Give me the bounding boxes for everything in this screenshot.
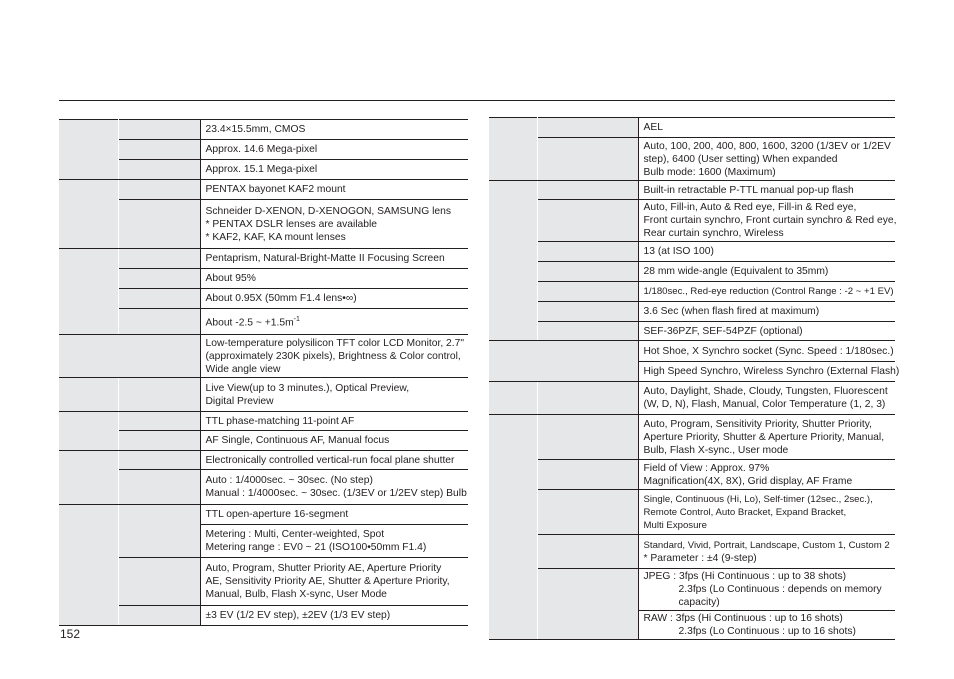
spec-value: TTL phase-matching 11-point AF	[200, 412, 468, 431]
subcategory-cell	[537, 322, 638, 341]
spec-value: Auto, Daylight, Shade, Cloudy, Tungsten, Fluorescent (W, D, N), Flash, Manual, Color Temperature (1, 2, 3)	[638, 382, 895, 415]
spec-value: Approx. 15.1 Mega-pixel	[200, 160, 468, 180]
category-cell	[59, 120, 118, 180]
spec-value: Live View(up to 3 minutes.), Optical Preview, Digital Preview	[200, 378, 468, 412]
page-number: 152	[60, 627, 81, 641]
subcategory-cell	[118, 160, 200, 180]
category-cell	[489, 181, 537, 341]
spec-value: JPEG : 3fps (Hi Continuous : up to 38 shots) 2.3fps (Lo Continuous : depends on memory capacity)	[638, 569, 895, 611]
subcategory-cell	[537, 282, 638, 302]
spec-value: Auto, Program, Shutter Priority AE, Aperture Priority AE, Sensitivity Priority AE, Shutter & Aperture Priority, Manual, Bulb, Flash X-sync, User Mode	[200, 558, 468, 606]
spec-value: 13 (at ISO 100)	[638, 242, 895, 262]
spec-value: RAW : 3fps (Hi Continuous : up to 16 shots) 2.3fps (Lo Continuous : up to 16 shots)	[638, 611, 895, 640]
subcategory-cell	[118, 505, 200, 558]
category-cell	[489, 415, 537, 640]
subcategory-cell	[118, 180, 200, 200]
subcategory-cell	[118, 378, 200, 412]
subcategory-cell	[537, 118, 638, 138]
spec-value: Electronically controlled vertical-run focal plane shutter	[200, 451, 468, 470]
subcategory-cell	[118, 140, 200, 160]
spec-table-left	[59, 119, 468, 626]
spec-value: Approx. 14.6 Mega-pixel	[200, 140, 468, 160]
subcategory-cell	[537, 415, 638, 460]
spec-value: Built-in retractable P-TTL manual pop-up flash	[638, 181, 895, 200]
spec-value: SEF-36PZF, SEF-54PZF (optional)	[638, 322, 895, 341]
subcategory-cell	[537, 181, 638, 200]
spec-value: Auto, 100, 200, 400, 800, 1600, 3200 (1/3EV or 1/2EV step), 6400 (User setting) When expanded Bulb mode: 1600 (Maximum)	[638, 138, 895, 181]
subcategory-cell	[118, 200, 200, 249]
spec-value: 3.6 Sec (when flash fired at maximum)	[638, 302, 895, 322]
subcategory-cell	[118, 289, 200, 309]
category-cell	[59, 180, 118, 249]
category-cell	[59, 451, 118, 505]
spec-value: Auto : 1/4000sec. ~ 30sec. (No step) Manual : 1/4000sec. ~ 30sec. (1/3EV or 1/2EV step) Bulb	[200, 470, 468, 505]
spec-table-right	[489, 117, 900, 640]
category-cell	[489, 341, 638, 382]
spec-value: 1/180sec., Red-eye reduction (Control Range : -2 ~ +1 EV)	[638, 282, 895, 302]
subcategory-cell	[537, 200, 638, 242]
subcategory-cell	[537, 535, 638, 569]
subcategory-cell	[537, 302, 638, 322]
spec-value: Field of View : Approx. 97% Magnification(4X, 8X), Grid display, AF Frame	[638, 460, 895, 490]
spec-value: Low-temperature polysilicon TFT color LCD Monitor, 2.7" (approximately 230K pixels), Brightness & Color control, Wide angle view	[200, 335, 468, 378]
subcategory-cell	[537, 569, 638, 640]
subcategory-cell	[537, 490, 638, 535]
spec-value: About 95%	[200, 269, 468, 289]
spec-value: Standard, Vivid, Portrait, Landscape, Custom 1, Custom 2 * Parameter : ±4 (9-step)	[638, 535, 895, 569]
category-cell	[59, 335, 200, 378]
subcategory-cell	[118, 269, 200, 289]
subcategory-cell	[118, 558, 200, 606]
spec-value: PENTAX bayonet KAF2 mount	[200, 180, 468, 200]
category-cell	[59, 378, 118, 412]
category-cell	[59, 412, 118, 451]
spec-value: About 0.95X (50mm F1.4 lens•∞)	[200, 289, 468, 309]
spec-value: Hot Shoe, X Synchro socket (Sync. Speed : 1/180sec.)	[638, 341, 895, 362]
spec-value: Schneider D-XENON, D-XENOGON, SAMSUNG lens * PENTAX DSLR lenses are available * KAF2, KAF, KA mount lenses	[200, 200, 468, 249]
subcategory-cell	[118, 120, 200, 140]
spec-value: Auto, Fill-in, Auto & Red eye, Fill-in & Red eye, Front curtain synchro, Front curtain synchro & Red eye, Rear curtain synchro, Wireless	[638, 200, 895, 242]
spec-value: Metering : Multi, Center-weighted, Spot Metering range : EV0 ~ 21 (ISO100•50mm F1.4)	[200, 525, 468, 558]
spec-value: High Speed Synchro, Wireless Synchro (External Flash)	[638, 362, 895, 382]
subcategory-cell	[118, 470, 200, 505]
category-cell	[59, 249, 118, 335]
spec-value: ±3 EV (1/2 EV step), ±2EV (1/3 EV step)	[200, 606, 468, 626]
spec-value: TTL open-aperture 16-segment	[200, 505, 468, 525]
subcategory-cell	[537, 382, 638, 415]
category-cell	[489, 382, 537, 415]
subcategory-cell	[118, 431, 200, 451]
category-cell	[59, 505, 118, 626]
spec-value: Auto, Program, Sensitivity Priority, Shutter Priority, Aperture Priority, Shutter & Aperture Priority, Manual, Bulb, Flash X-sync., User mode	[638, 415, 895, 460]
spec-value: 23.4×15.5mm, CMOS	[200, 120, 468, 140]
subcategory-cell	[118, 309, 200, 335]
spec-value: AF Single, Continuous AF, Manual focus	[200, 431, 468, 451]
subcategory-cell	[537, 242, 638, 262]
subcategory-cell	[118, 412, 200, 431]
subcategory-cell	[118, 606, 200, 626]
subcategory-cell	[537, 138, 638, 181]
spec-value: Single, Continuous (Hi, Lo), Self-timer (12sec., 2sec.), Remote Control, Auto Bracket, Expand Bracket, Multi Exposure	[638, 490, 895, 535]
spec-value: AEL	[638, 118, 895, 138]
header-rule	[59, 100, 895, 101]
subcategory-cell	[118, 451, 200, 470]
category-cell	[489, 118, 537, 181]
spec-value: About -2.5 ~ $+1.5m^{-1}$	[200, 309, 468, 335]
spec-value: 28 mm wide-angle (Equivalent to 35mm)	[638, 262, 895, 282]
subcategory-cell	[537, 262, 638, 282]
spec-value: Pentaprism, Natural-Bright-Matte II Focusing Screen	[200, 249, 468, 269]
subcategory-cell	[118, 249, 200, 269]
subcategory-cell	[537, 460, 638, 490]
